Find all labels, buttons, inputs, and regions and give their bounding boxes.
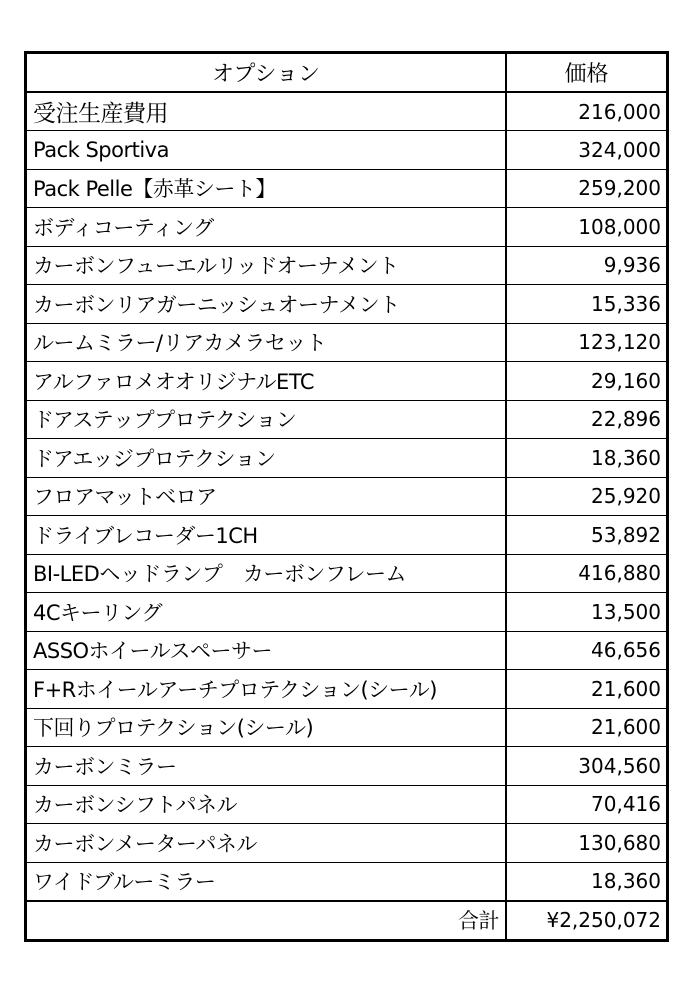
option-name: BI-LEDヘッドランプ カーボンフレーム	[27, 554, 506, 593]
option-name: カーボンメーターパネル	[27, 824, 506, 863]
option-name: 下回りプロテクション(シール)	[27, 708, 506, 747]
options-price-table	[27, 54, 666, 939]
option-price: 324,000	[506, 131, 666, 170]
table-row	[27, 824, 666, 863]
table-row	[27, 246, 666, 285]
table-row	[27, 785, 666, 824]
option-name: ルームミラー/リアカメラセット	[27, 323, 506, 362]
option-price: 108,000	[506, 208, 666, 247]
option-name: ボディコーティング	[27, 208, 506, 247]
table-row	[27, 477, 666, 516]
option-price: 21,600	[506, 670, 666, 709]
option-price: 29,160	[506, 362, 666, 401]
table-row	[27, 362, 666, 401]
option-name: F+Rホイールアーチプロテクション(シール)	[27, 670, 506, 709]
option-price: 13,500	[506, 593, 666, 632]
table-row	[27, 131, 666, 170]
option-price: 416,880	[506, 554, 666, 593]
option-price: 216,000	[506, 92, 666, 131]
option-name: ドアエッジプロテクション	[27, 439, 506, 478]
option-price: 46,656	[506, 631, 666, 670]
option-name: アルファロメオオリジナルETC	[27, 362, 506, 401]
option-price: 18,360	[506, 862, 666, 901]
table-row	[27, 439, 666, 478]
table-row	[27, 593, 666, 632]
total-row	[27, 901, 666, 939]
option-price: 53,892	[506, 516, 666, 555]
table-row	[27, 670, 666, 709]
table-row	[27, 554, 666, 593]
option-name: ASSOホイールスペーサー	[27, 631, 506, 670]
header-price: 価格	[506, 54, 666, 92]
option-name: カーボンリアガーニッシュオーナメント	[27, 285, 506, 324]
option-name: Pack Pelle【赤革シート】	[27, 169, 506, 208]
option-price: 22,896	[506, 400, 666, 439]
table-row	[27, 516, 666, 555]
option-name: 4Cキーリング	[27, 593, 506, 632]
option-name: フロアマットベロア	[27, 477, 506, 516]
option-price: 9,936	[506, 246, 666, 285]
option-name: カーボンシフトパネル	[27, 785, 506, 824]
total-value: ¥2,250,072	[506, 901, 666, 939]
option-name: ドライブレコーダー1CH	[27, 516, 506, 555]
table-body	[27, 92, 666, 901]
option-name: カーボンフューエルリッドオーナメント	[27, 246, 506, 285]
option-price: 70,416	[506, 785, 666, 824]
option-name: カーボンミラー	[27, 747, 506, 786]
option-price: 304,560	[506, 747, 666, 786]
total-label: 合計	[27, 901, 506, 939]
table-row	[27, 400, 666, 439]
option-name: ドアステッププロテクション	[27, 400, 506, 439]
table-row	[27, 208, 666, 247]
option-price: 130,680	[506, 824, 666, 863]
option-price: 25,920	[506, 477, 666, 516]
option-name: ワイドブルーミラー	[27, 862, 506, 901]
option-price: 21,600	[506, 708, 666, 747]
table-row	[27, 92, 666, 131]
option-price: 123,120	[506, 323, 666, 362]
header-option: オプション	[27, 54, 506, 92]
table-row	[27, 747, 666, 786]
table-row	[27, 169, 666, 208]
table-row	[27, 323, 666, 362]
option-price: 15,336	[506, 285, 666, 324]
option-name: 受注生産費用	[27, 92, 506, 131]
table-row	[27, 862, 666, 901]
price-table-sheet	[24, 51, 669, 942]
table-header-row	[27, 54, 666, 92]
option-price: 18,360	[506, 439, 666, 478]
option-name: Pack Sportiva	[27, 131, 506, 170]
option-price: 259,200	[506, 169, 666, 208]
table-row	[27, 285, 666, 324]
table-row	[27, 708, 666, 747]
table-row	[27, 631, 666, 670]
